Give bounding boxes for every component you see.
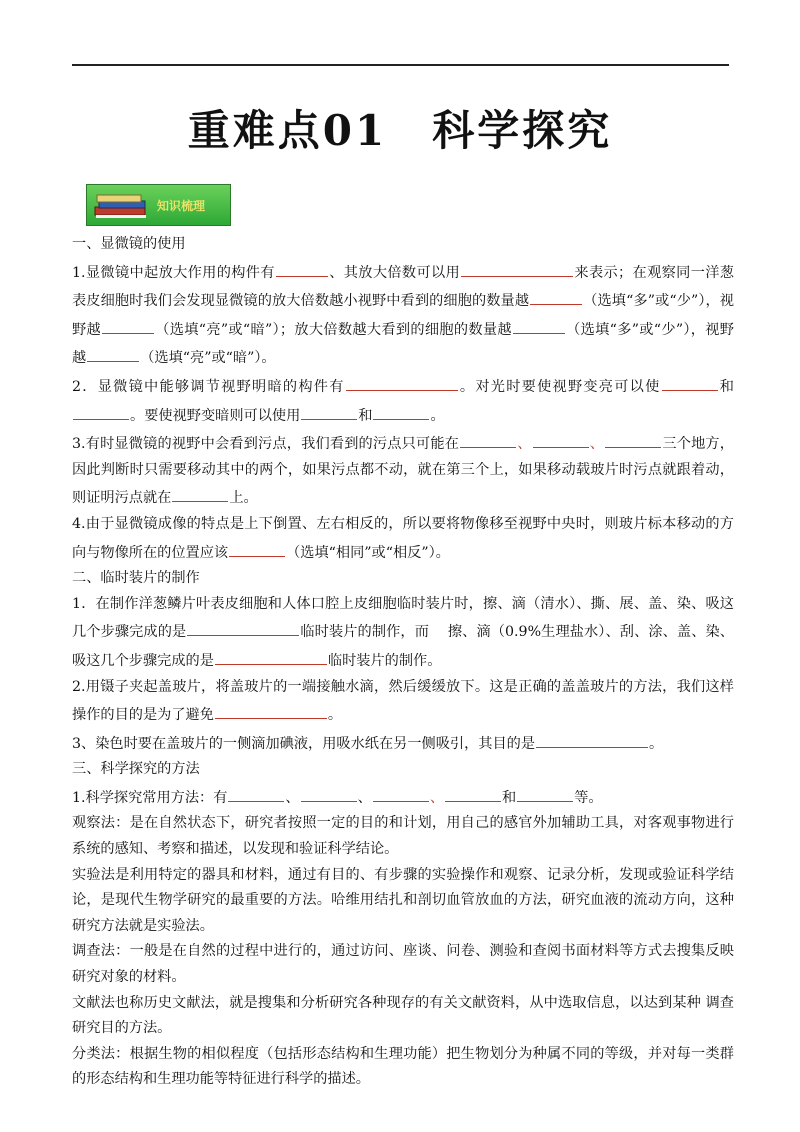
question-3: 3.有时显微镜的视野中会看到污点，我们看到的污点只可能在 、 、 三个地方，因此判断时只需要移动其中的两个，如果污点都不动，就在第三个上，如果移动载玻片时污点就跟着动，则证明污点就在 上。 (72, 429, 734, 512)
answer-blank[interactable] (517, 783, 573, 802)
classification-method: 分类法：根据生物的相似程度（包括形态结构和生理功能）把生物划分为种属不同的等级，并对每一类群的形态结构和生理功能等特征进行科学的描述。 (72, 1045, 734, 1088)
answer-blank[interactable] (536, 729, 648, 748)
answer-blank[interactable] (513, 315, 565, 334)
answer-blank[interactable] (445, 783, 501, 802)
answer-blank[interactable] (530, 286, 582, 305)
section-heading: 三、科学探究的方法 (72, 761, 200, 778)
slide-question-3: 3、染色时要在盖玻片的一侧滴加碘液，用吸水纸在另一侧吸引，其目的是 。 (72, 729, 734, 758)
answer-blank[interactable] (460, 429, 516, 448)
answer-blank[interactable] (533, 429, 589, 448)
answer-blank[interactable] (228, 783, 284, 802)
answer-blank[interactable] (102, 315, 154, 334)
section-heading: 二、临时装片的制作 (72, 570, 200, 587)
document-body (72, 232, 734, 1093)
question-2: 2．显微镜中能够调节视野明暗的构件有 。对光时要使视野变亮可以使 和。要使视野变暗则可以使用 和 。 (72, 372, 734, 429)
answer-blank[interactable] (662, 372, 718, 391)
answer-blank[interactable] (172, 483, 228, 502)
answer-blank[interactable] (229, 538, 285, 557)
survey-method: 调查法：一般是在自然的过程中进行的，通过访问、座谈、问卷、测验和查阅书面材料等方式去搜集反映研究对象的材料。 (72, 943, 734, 986)
method-question-1: 1.科学探究常用方法：有 、 、 、 和 等。 (72, 783, 734, 812)
section-heading: 一、显微镜的使用 (72, 236, 186, 252)
answer-blank[interactable] (187, 617, 299, 636)
page-title: 重难点01 科学探究 (187, 106, 613, 155)
answer-blank[interactable] (215, 700, 327, 719)
observation-method: 观察法：是在自然状态下，研究者按照一定的目的和计划，用自己的感官外加辅助工具，对客观事物进行系统的感知、考察和描述，以发现和验证科学结论。 (72, 815, 734, 858)
slide-question-2: 2.用镊子夹起盖玻片，将盖玻片的一端接触水滴，然后缓缓放下。这是正确的盖盖玻片的方法，我们这样操作的目的是为了避免 。 (72, 678, 734, 724)
badge-label: 知识梳理 (157, 199, 206, 213)
header-rule (72, 64, 729, 66)
answer-blank[interactable] (87, 343, 139, 362)
knowledge-badge (86, 184, 231, 226)
answer-blank[interactable] (461, 258, 573, 277)
answer-blank[interactable] (346, 372, 458, 391)
books-icon (93, 193, 153, 221)
experiment-method: 实验法是利用特定的器具和材料，通过有目的、有步骤的实验操作和观察、记录分析，发现或验证科学结论，是现代生物学研究的最重要的方法。哈维用结扎和剖切血管放血的方法，研究血液的流动方向，这种研究方法就是实验法。 (72, 866, 734, 934)
answer-blank[interactable] (373, 783, 429, 802)
answer-blank[interactable] (301, 783, 357, 802)
answer-blank[interactable] (73, 401, 129, 420)
answer-blank[interactable] (215, 646, 327, 665)
answer-blank[interactable] (301, 401, 357, 420)
literature-method: 文献法也称历史文献法，就是搜集和分析研究各种现存的有关文献资料，从中选取信息，以达到某种 调查研究目的方法。 (72, 994, 734, 1037)
answer-blank[interactable] (605, 429, 661, 448)
answer-blank[interactable] (373, 401, 429, 420)
slide-question-1: 1．在制作洋葱鳞片叶表皮细胞和人体口腔上皮细胞临时装片时，擦、滴（清水）、撕、展、盖、染、吸这几个步骤完成的是 临时装片的制作，而 擦、滴（0.9%生理盐水）、刮、涂、盖、染、吸这几个步骤完成的是 临时装片的制作。 (72, 595, 734, 669)
question-1: 1.显微镜中起放大作用的构件有 、其放大倍数可以用 来表示；在观察同一洋葱表皮细胞时我们会发现显微镜的放大倍数越小视野中看到的细胞的数量越 （选填“多”或“少”），视野越 （选填“亮”或“暗”）；放大倍数越大看到的细胞的数量越 （选填“多”或“少”），视野越 （选填“亮”或“暗”）。 (72, 258, 734, 372)
answer-blank[interactable] (276, 258, 328, 277)
question-4: 4.由于显微镜成像的特点是上下倒置、左右相反的，所以要将物像移至视野中央时，则玻片标本移动的方向与物像所在的位置应该 （选填“相同”或“相反”）。 (72, 515, 734, 561)
